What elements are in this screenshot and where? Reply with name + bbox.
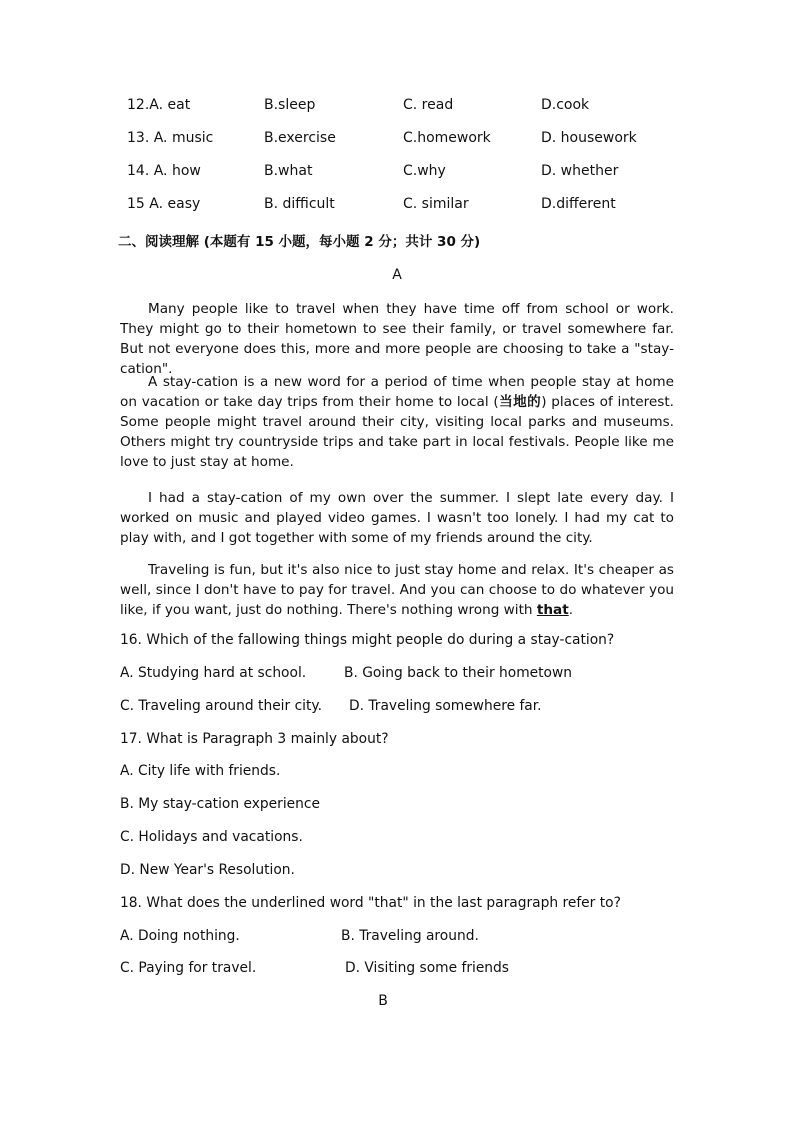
option-c: C.homework (403, 130, 491, 146)
option-c: C. similar (403, 196, 469, 212)
question-17-option-b: B. My stay-cation experience (120, 796, 320, 812)
paragraph-1: Many people like to travel when they have time off from school or work. They might go to their hometown to see their family, or travel somewhere far. But not everyone does this, more and more people are choosing to take a "stay-cation". (120, 301, 674, 377)
paragraph-3: I had a stay-cation of my own over the summer. I slept late every day. I worked on music and played video games. I wasn't too lonely. I had my cat to play with, and I got together with some of my friends around the city. (120, 490, 674, 546)
option-b: B. difficult (264, 196, 335, 212)
option-row-13 (0, 130, 794, 152)
option-c: C.why (403, 163, 446, 179)
question-18-stem: 18. What does the underlined word "that" in the last paragraph refer to? (120, 895, 621, 911)
option-a: 15 A. easy (127, 196, 201, 212)
paragraph-4-text-b: . (568, 602, 574, 618)
next-passage-label: B (378, 993, 388, 1009)
option-b: B.what (264, 163, 313, 179)
option-a: 13. A. music (127, 130, 214, 146)
option-c: C. read (403, 97, 454, 113)
option-a: 14. A. how (127, 163, 201, 179)
paragraph-4 (120, 560, 674, 620)
question-16-option-a: A. Studying hard at school. (120, 665, 307, 681)
paragraph-2-text-b: ) places of interest. Some people might travel around their city, visiting local parks and museums. Others might try countryside trips and take part in local festivals. People like me love to just stay at home. (120, 394, 675, 470)
question-17-stem: 17. What is Paragraph 3 mainly about? (120, 731, 389, 747)
question-18-option-b: B. Traveling around. (341, 928, 479, 944)
option-b: B.exercise (264, 130, 336, 146)
passage-label: A (392, 267, 402, 283)
option-d: D.different (541, 196, 616, 212)
paragraph-2-text-a: A stay-cation is a new word for a period of time when people stay at home on vacation or take day trips from their home to local ( (120, 374, 674, 410)
question-18-option-c: C. Paying for travel. (120, 960, 257, 976)
option-row-15 (0, 196, 794, 218)
section-title: 二、阅读理解 (本题有 15 小题，每小题 2 分；共计 30 分) (118, 234, 481, 250)
question-17-option-a: A. City life with friends. (120, 763, 281, 779)
chinese-gloss: 当地的 (498, 394, 542, 410)
question-16-option-d: D. Traveling somewhere far. (349, 698, 542, 714)
underlined-word: that (536, 602, 569, 618)
option-a: 12.A. eat (127, 97, 191, 113)
question-17-option-d: D. New Year's Resolution. (120, 862, 295, 878)
question-16-option-c: C. Traveling around their city. (120, 698, 322, 714)
option-d: D.cook (541, 97, 590, 113)
option-row-12 (0, 97, 794, 119)
option-row-14 (0, 163, 794, 185)
question-18-option-a: A. Doing nothing. (120, 928, 240, 944)
question-17-option-c: C. Holidays and vacations. (120, 829, 303, 845)
option-d: D. whether (541, 163, 619, 179)
question-18-option-d: D. Visiting some friends (345, 960, 509, 976)
question-16-option-b: B. Going back to their hometown (344, 665, 573, 681)
question-16-stem: 16. Which of the fallowing things might people do during a stay-cation? (120, 632, 615, 648)
paragraph-4-text-a: Traveling is fun, but it's also nice to just stay home and relax. It's cheaper as well, since I don't have to pay for travel. And you can choose to do whatever you like, if you want, just do nothing. There's nothing wrong with (120, 562, 674, 618)
option-d: D. housework (541, 130, 637, 146)
option-b: B.sleep (264, 97, 316, 113)
paragraph-2 (120, 372, 674, 472)
